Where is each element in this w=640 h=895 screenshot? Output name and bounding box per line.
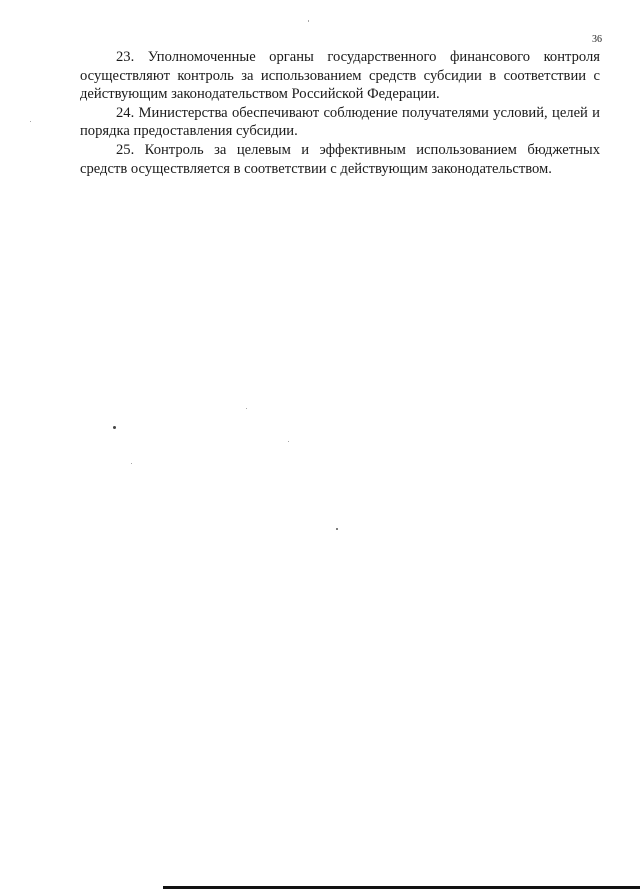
document-body <box>80 48 600 178</box>
paragraph-23: 23. Уполномоченные органы государственного финансового контроля осуществляют контроль за использованием средств субсидии в соответствии с действующим законодательством Российской Федерации. <box>80 49 600 103</box>
scan-speck <box>288 441 289 442</box>
bottom-edge-line <box>163 886 640 889</box>
scan-speck <box>113 426 116 429</box>
paragraph-25: 25. Контроль за целевым и эффективным использованием бюджетных средств осуществляется в соответствии с действующим законодательством. <box>80 141 600 177</box>
scan-speck <box>308 20 309 22</box>
scan-speck <box>30 121 31 122</box>
scan-speck <box>246 408 247 409</box>
scan-speck <box>336 528 338 530</box>
paragraph-24: 24. Министерства обеспечивают соблюдение получателями условий, целей и порядка предоставления субсидии. <box>80 104 600 140</box>
page-number: 36 <box>592 34 602 45</box>
scan-speck <box>131 463 132 464</box>
